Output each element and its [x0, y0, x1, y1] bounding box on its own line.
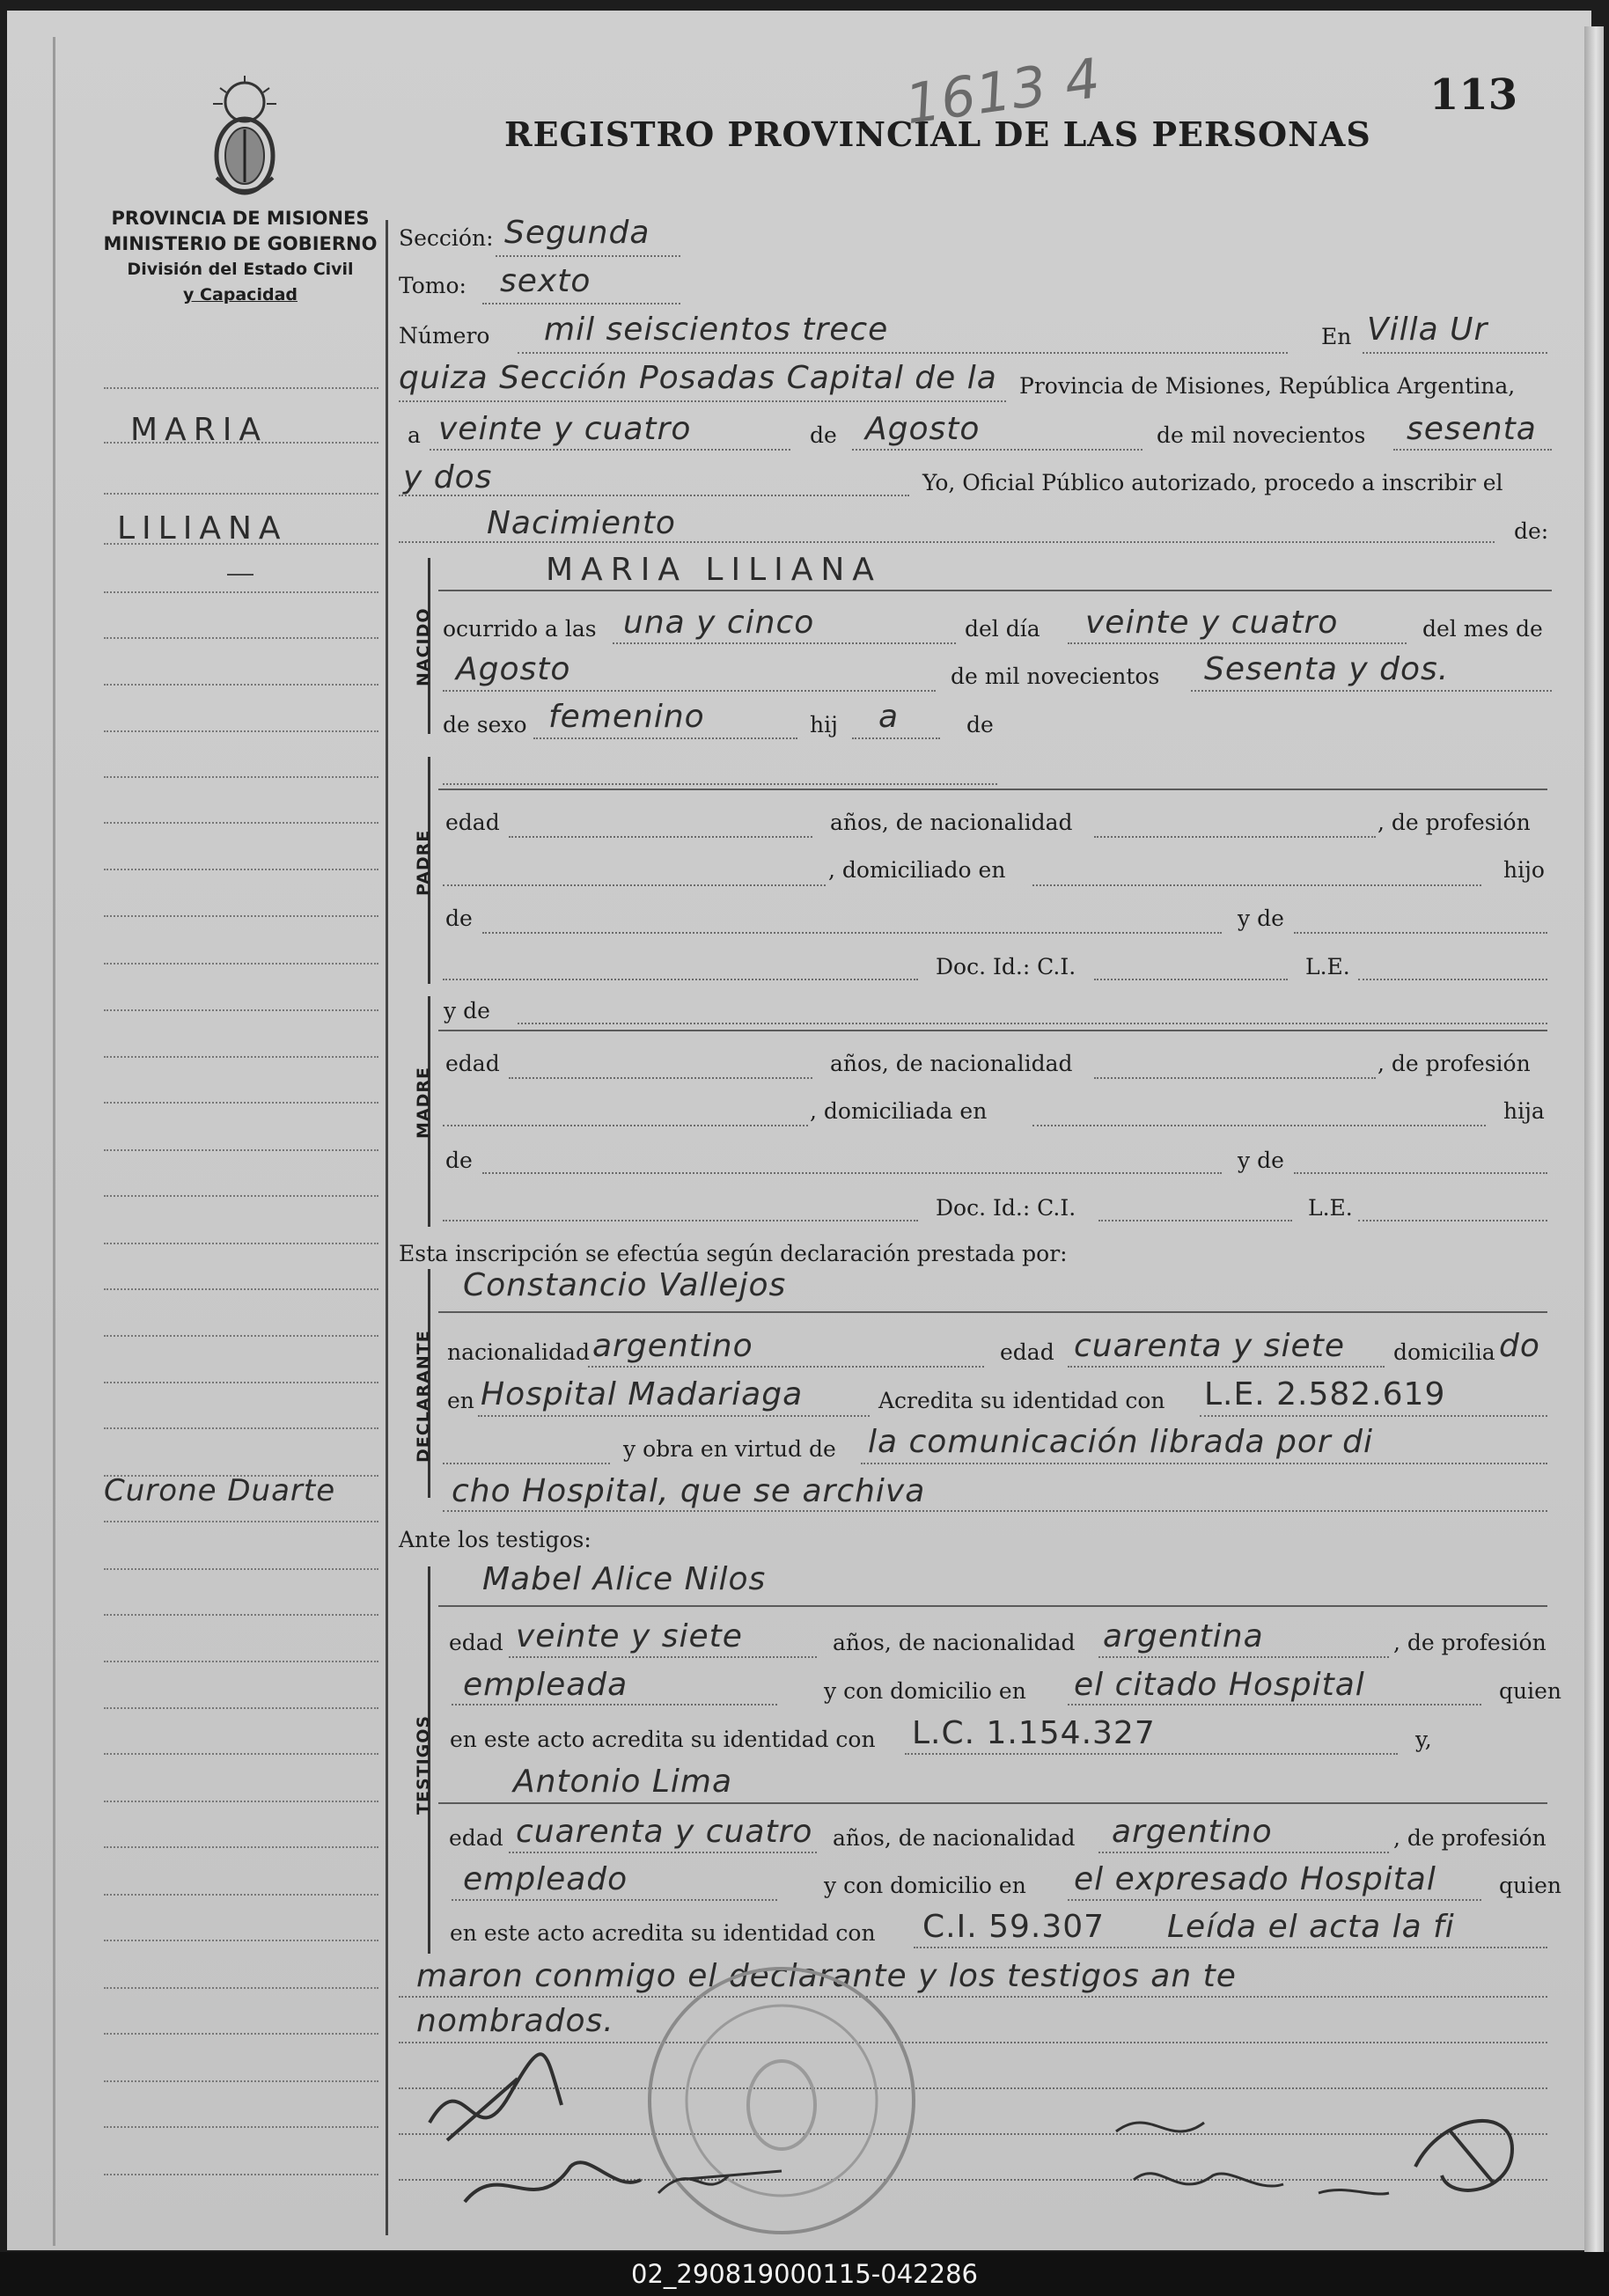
testigo2-profesion: empleado [463, 1861, 628, 1897]
testigo1-nacionalidad: argentina [1103, 1618, 1264, 1654]
declarante-nacionalidad-label: nacionalidad [447, 1339, 590, 1365]
agency-line-1: PROVINCIA DE MISIONES [111, 208, 370, 229]
oficial-text: Yo, Oficial Público autorizado, procedo a inscribir el [922, 470, 1503, 495]
seccion-label: Sección: [399, 225, 494, 251]
en-label: En [1321, 324, 1352, 349]
testigo1-documento: L.C. 1.154.327 [912, 1715, 1156, 1751]
page-binding [23, 37, 55, 2246]
padre-profesion-label: , de profesión [1378, 810, 1531, 835]
testigo2-nombre: Antonio Lima [513, 1764, 733, 1800]
stamp-number: 1613 4 [901, 45, 1105, 137]
testigos-intro: Ante los testigos: [399, 1527, 591, 1552]
testigo2-nacionalidad-label: años, de nacionalidad [833, 1825, 1076, 1851]
del-mes-label: del mes de [1422, 616, 1543, 642]
hij-de-label: de [966, 712, 994, 737]
coat-of-arms-seal [201, 72, 289, 206]
declarante-domicilia-label: domicilia [1393, 1339, 1495, 1365]
padre-edad-label: edad [445, 810, 500, 835]
padre-hijo-label: hijo [1503, 857, 1545, 883]
agency-line-3: División del Estado Civil [127, 260, 354, 279]
margin-note: Curone Duarte [104, 1473, 336, 1508]
declarante-nacionalidad: argentino [592, 1328, 753, 1364]
nacido-hora: una y cinco [623, 605, 815, 641]
page-number: 113 [1429, 70, 1518, 120]
column-divider [386, 220, 388, 2235]
margin-name-2: LILIANA [117, 510, 288, 546]
nacido-section-label: NACIDO [414, 607, 433, 686]
testigo1-edad: veinte y siete [516, 1618, 743, 1654]
ocurrido-label: ocurrido a las [443, 616, 597, 642]
hij-label: hij [810, 712, 838, 737]
register-page [7, 11, 1591, 2250]
de-colon-label: de: [1514, 518, 1549, 544]
signatures [412, 2026, 1574, 2237]
del-dia-label: del día [965, 616, 1040, 642]
testigo2-profesion-label: , de profesión [1393, 1825, 1547, 1851]
cierre-2: maron conmigo el declarante y los testigos an te [416, 1958, 1237, 1994]
testigo1-y-label: y, [1415, 1727, 1432, 1752]
testigo1-domicilio-label: y con domicilio en [824, 1678, 1026, 1704]
nacido-mes: Agosto [456, 651, 571, 687]
testigo2-edad: cuarenta y cuatro [516, 1814, 813, 1850]
madre-edad-label: edad [445, 1051, 500, 1076]
testigo2-domicilio-label: y con domicilio en [824, 1873, 1026, 1898]
testigo1-nombre: Mabel Alice Nilos [482, 1561, 767, 1597]
image-id-footer: 02_290819000115-042286 [0, 2252, 1609, 2296]
nacido-anio: Sesenta y dos. [1204, 651, 1450, 687]
declarante-acredita-label: Acredita su identidad con [878, 1388, 1165, 1413]
testigo1-edad-label: edad [449, 1630, 503, 1655]
fecha-dia-value: veinte y cuatro [438, 411, 692, 447]
testigo1-domicilio: el citado Hospital [1074, 1667, 1365, 1703]
fecha-anio-value: sesenta [1407, 411, 1537, 447]
a-label: a [408, 422, 421, 448]
lugar-value: quiza Sección Posadas Capital de la [399, 360, 997, 396]
declarante-nombre: Constancio Vallejos [463, 1267, 787, 1303]
testigo1-acredita-label: en este acto acredita su identidad con [450, 1727, 876, 1752]
madre-hija-label: hija [1503, 1098, 1545, 1124]
madre-section-label: MADRE [414, 1067, 433, 1139]
testigo2-acredita-label: en este acto acredita su identidad con [450, 1920, 876, 1946]
madre-y-de-top-label: y de [444, 998, 490, 1023]
padre-de-label: de [445, 906, 473, 931]
padre-nacionalidad-label: años, de nacionalidad [830, 810, 1073, 835]
agency-line-4: y Capacidad [183, 285, 298, 304]
sexo-label: de sexo [443, 712, 527, 737]
testigo2-domicilio: el expresado Hospital [1074, 1861, 1436, 1897]
padre-y-de-label: y de [1238, 906, 1284, 931]
declarante-intro: Esta inscripción se efectúa según declaración prestada por: [399, 1241, 1068, 1266]
declarante-edad: cuarenta y siete [1074, 1328, 1345, 1364]
provincia-text: Provincia de Misiones, República Argentina, [1019, 373, 1516, 399]
testigo2-documento: C.I. 59.307 [922, 1909, 1106, 1945]
madre-y-de-label: y de [1238, 1148, 1284, 1173]
cierre-3: nombrados. [416, 2003, 614, 2039]
de-mil-label: de mil novecientos [1157, 422, 1366, 448]
numero-label: Número [399, 323, 490, 348]
testigos-section-label: TESTIGOS [414, 1714, 433, 1815]
padre-doc-label: Doc. Id.: C.I. [936, 954, 1076, 979]
de-label: de [810, 422, 837, 448]
madre-nacionalidad-label: años, de nacionalidad [830, 1051, 1073, 1076]
madre-de-label: de [445, 1148, 473, 1173]
tomo-label: Tomo: [399, 273, 467, 298]
acto-value: Nacimiento [487, 505, 676, 541]
page-title: REGISTRO PROVINCIAL DE LAS PERSONAS [504, 114, 1371, 154]
margin-name-1: MARIA [130, 412, 268, 448]
declarante-domicilio: Hospital Madariaga [481, 1376, 804, 1412]
seccion-value: Segunda [504, 215, 650, 251]
declarante-en-label: en [447, 1388, 474, 1413]
madre-domicilio-label: , domiciliada en [810, 1098, 988, 1124]
testigo1-profesion: empleada [463, 1667, 628, 1703]
page-edge [1584, 26, 1604, 2253]
numero-value: mil seiscientos trece [544, 312, 889, 348]
nacido-de-mil-label: de mil novecientos [951, 664, 1160, 689]
testigo2-edad-label: edad [449, 1825, 503, 1851]
testigo1-profesion-label: , de profesión [1393, 1630, 1547, 1655]
declarante-domicilia-suffix: do [1499, 1328, 1540, 1364]
declarante-section-label: DECLARANTE [414, 1330, 433, 1463]
fecha-anio-cont: y dos [403, 459, 493, 495]
testigo2-quien-label: quien [1499, 1873, 1561, 1898]
testigo1-quien-label: quien [1499, 1678, 1561, 1704]
agency-block [95, 206, 386, 308]
padre-section-label: PADRE [414, 829, 433, 896]
declarante-virtud-cont: cho Hospital, que se archiva [452, 1473, 926, 1509]
declarante-edad-label: edad [1000, 1339, 1054, 1365]
madre-le-label: L.E. [1308, 1195, 1353, 1221]
testigo1-nacionalidad-label: años, de nacionalidad [833, 1630, 1076, 1655]
declarante-documento: L.E. 2.582.619 [1204, 1376, 1446, 1412]
madre-profesion-label: , de profesión [1378, 1051, 1531, 1076]
nacido-nombre: MARIA LILIANA [546, 552, 882, 588]
nacido-dia: veinte y cuatro [1085, 605, 1339, 641]
testigo2-nacionalidad: argentino [1112, 1814, 1273, 1850]
padre-domicilio-label: , domiciliado en [828, 857, 1006, 883]
madre-doc-label: Doc. Id.: C.I. [936, 1195, 1076, 1221]
declarante-virtud-label: y obra en virtud de [623, 1436, 836, 1462]
declarante-virtud: la comunicación librada por di [868, 1424, 1374, 1460]
nacido-sexo: femenino [548, 699, 705, 735]
padre-le-label: L.E. [1305, 954, 1350, 979]
testigo2-cierre-1: Leída el acta la fi [1167, 1909, 1455, 1945]
fecha-mes-value: Agosto [865, 411, 981, 447]
tomo-value: sexto [500, 263, 591, 299]
hij-suffix: a [878, 699, 900, 735]
agency-line-2: MINISTERIO DE GOBIERNO [103, 233, 378, 254]
en-value: Villa Ur [1367, 312, 1488, 348]
